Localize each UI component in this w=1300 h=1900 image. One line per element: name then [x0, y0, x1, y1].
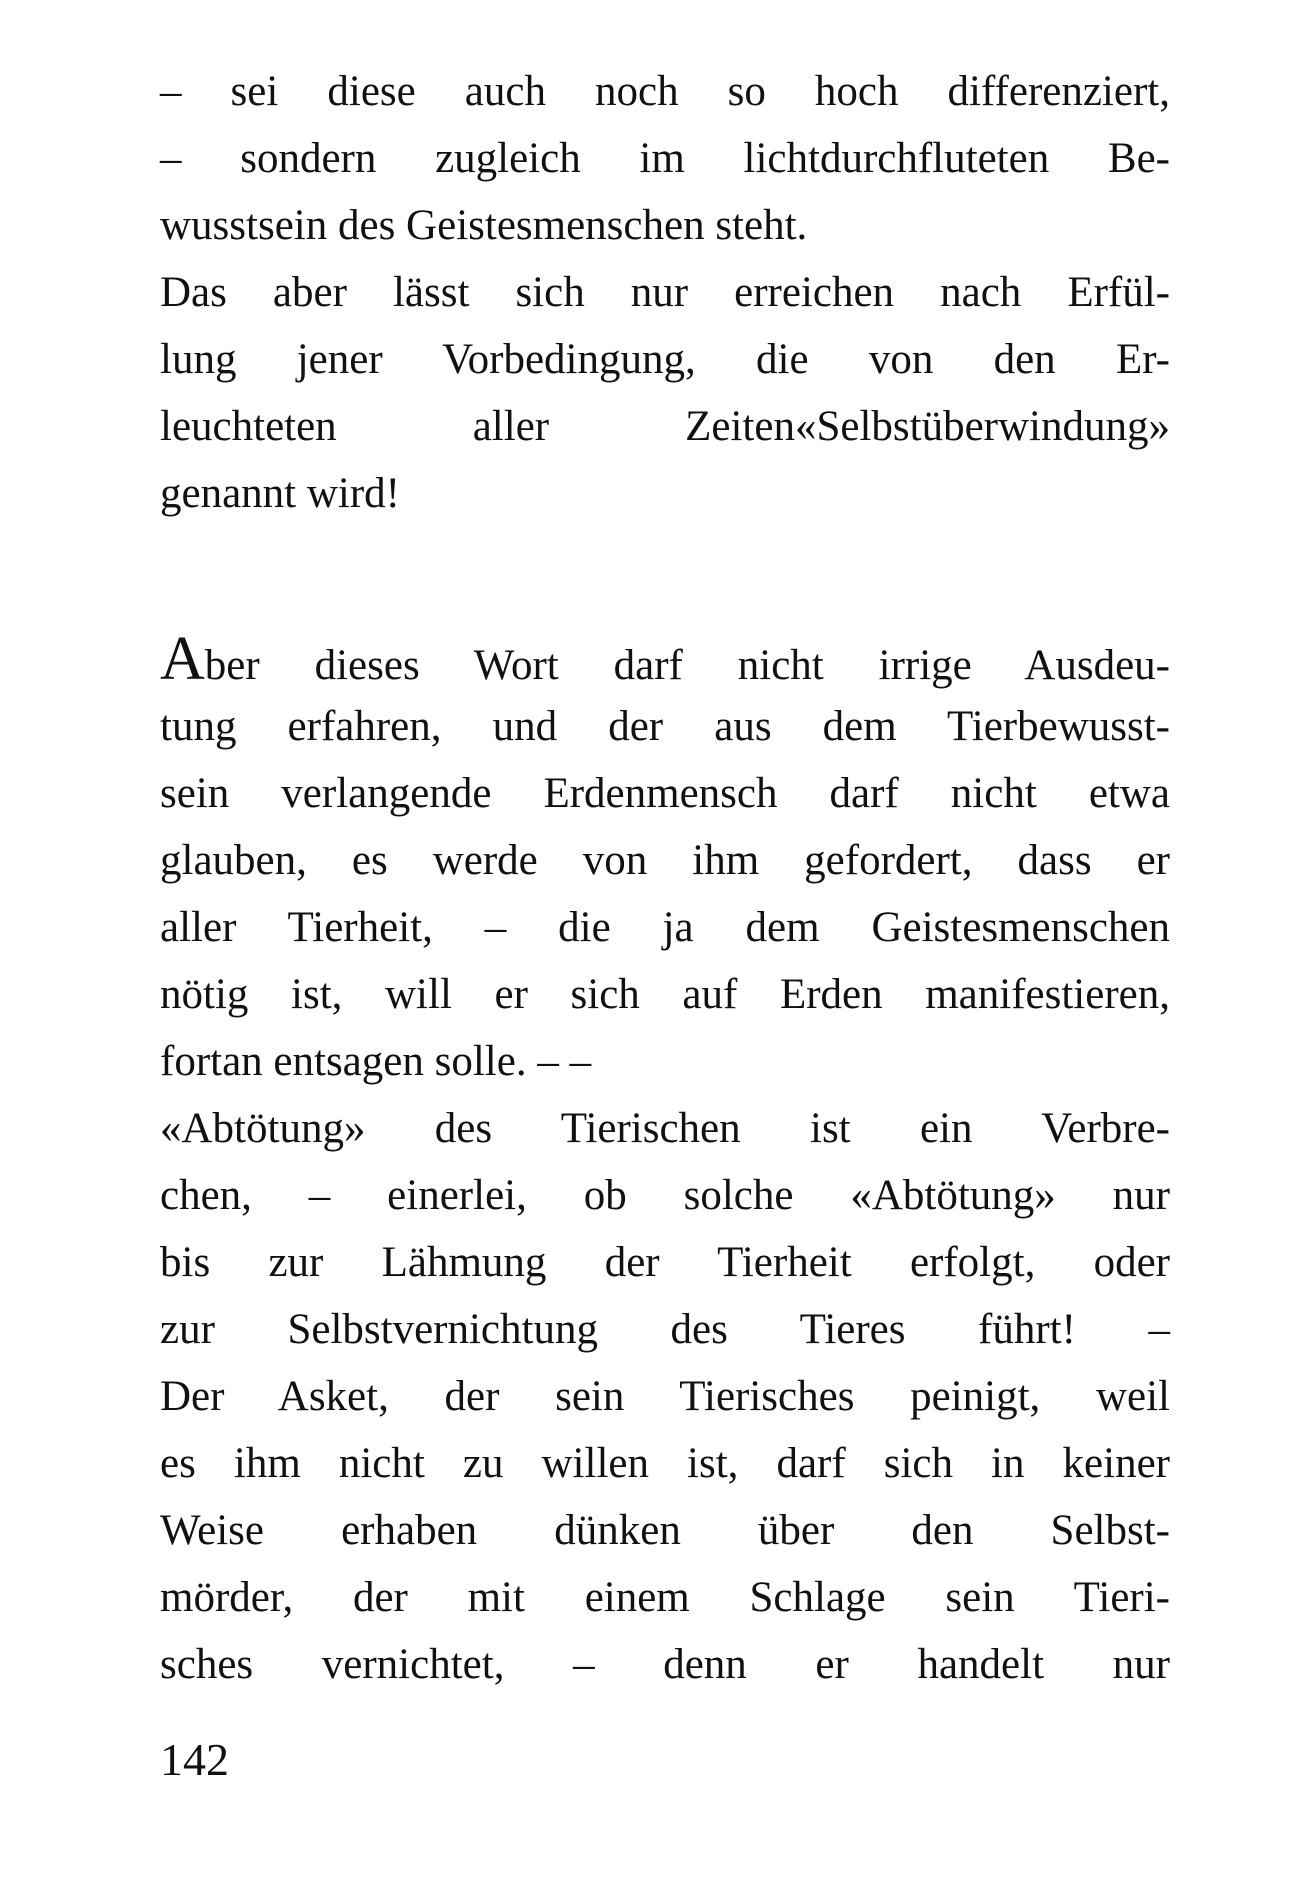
- text-line: wusstsein des Geistesmenschen steht.: [160, 202, 808, 249]
- text-line: es ihm nicht zu willen ist, darf sich in keiner: [160, 1440, 1170, 1487]
- text-line: aller Tierheit, – die ja dem Geistesmenschen: [160, 904, 1170, 951]
- page-text: [160, 58, 1170, 1698]
- text-line: «Abtötung» des Tierischen ist ein Verbre-: [160, 1105, 1170, 1152]
- text-line: chen, – einerlei, ob solche «Abtötung» nur: [160, 1172, 1170, 1219]
- text-line: – sondern zugleich im lichtdurchfluteten Be-: [160, 135, 1170, 182]
- text-line-with-dropcap: [160, 626, 1170, 693]
- text-line: glauben, es werde von ihm gefordert, dass er: [160, 837, 1170, 884]
- text-line: genannt wird!: [160, 470, 401, 517]
- text-line: Das aber lässt sich nur erreichen nach Erfül-: [160, 269, 1170, 316]
- text-line: sein verlangende Erdenmensch darf nicht etwa: [160, 770, 1170, 817]
- text-line: nötig ist, will er sich auf Erden manifestieren,: [160, 971, 1170, 1018]
- text-line: mörder, der mit einem Schlage sein Tieri-: [160, 1574, 1170, 1621]
- text-line: bis zur Lähmung der Tierheit erfolgt, oder: [160, 1239, 1170, 1286]
- drop-cap: A: [160, 625, 205, 693]
- text-line-rest: ber dieses Wort darf nicht irrige Ausdeu-: [204, 642, 1170, 689]
- text-line: leuchteten aller Zeiten«Selbstüberwindung»: [160, 403, 1170, 450]
- text-line: sches vernichtet, – denn er handelt nur: [160, 1641, 1170, 1688]
- text-line: zur Selbstvernichtung des Tieres führt! –: [160, 1306, 1170, 1353]
- paragraph-1: [160, 58, 1170, 259]
- text-line: Weise erhaben dünken über den Selbst-: [160, 1507, 1170, 1554]
- page-number: 142: [160, 1734, 229, 1785]
- text-line: fortan entsagen solle. – –: [160, 1038, 592, 1085]
- paragraph-2: [160, 259, 1170, 527]
- paragraph-3: [160, 626, 1170, 1095]
- paragraph-4: [160, 1095, 1170, 1698]
- text-line: tung erfahren, und der aus dem Tierbewusst-: [160, 703, 1170, 750]
- text-line: Der Asket, der sein Tierisches peinigt, weil: [160, 1373, 1170, 1420]
- section-gap: [160, 527, 1170, 626]
- text-line: – sei diese auch noch so hoch differenziert,: [160, 68, 1170, 115]
- text-line: lung jener Vorbedingung, die von den Er-: [160, 336, 1170, 383]
